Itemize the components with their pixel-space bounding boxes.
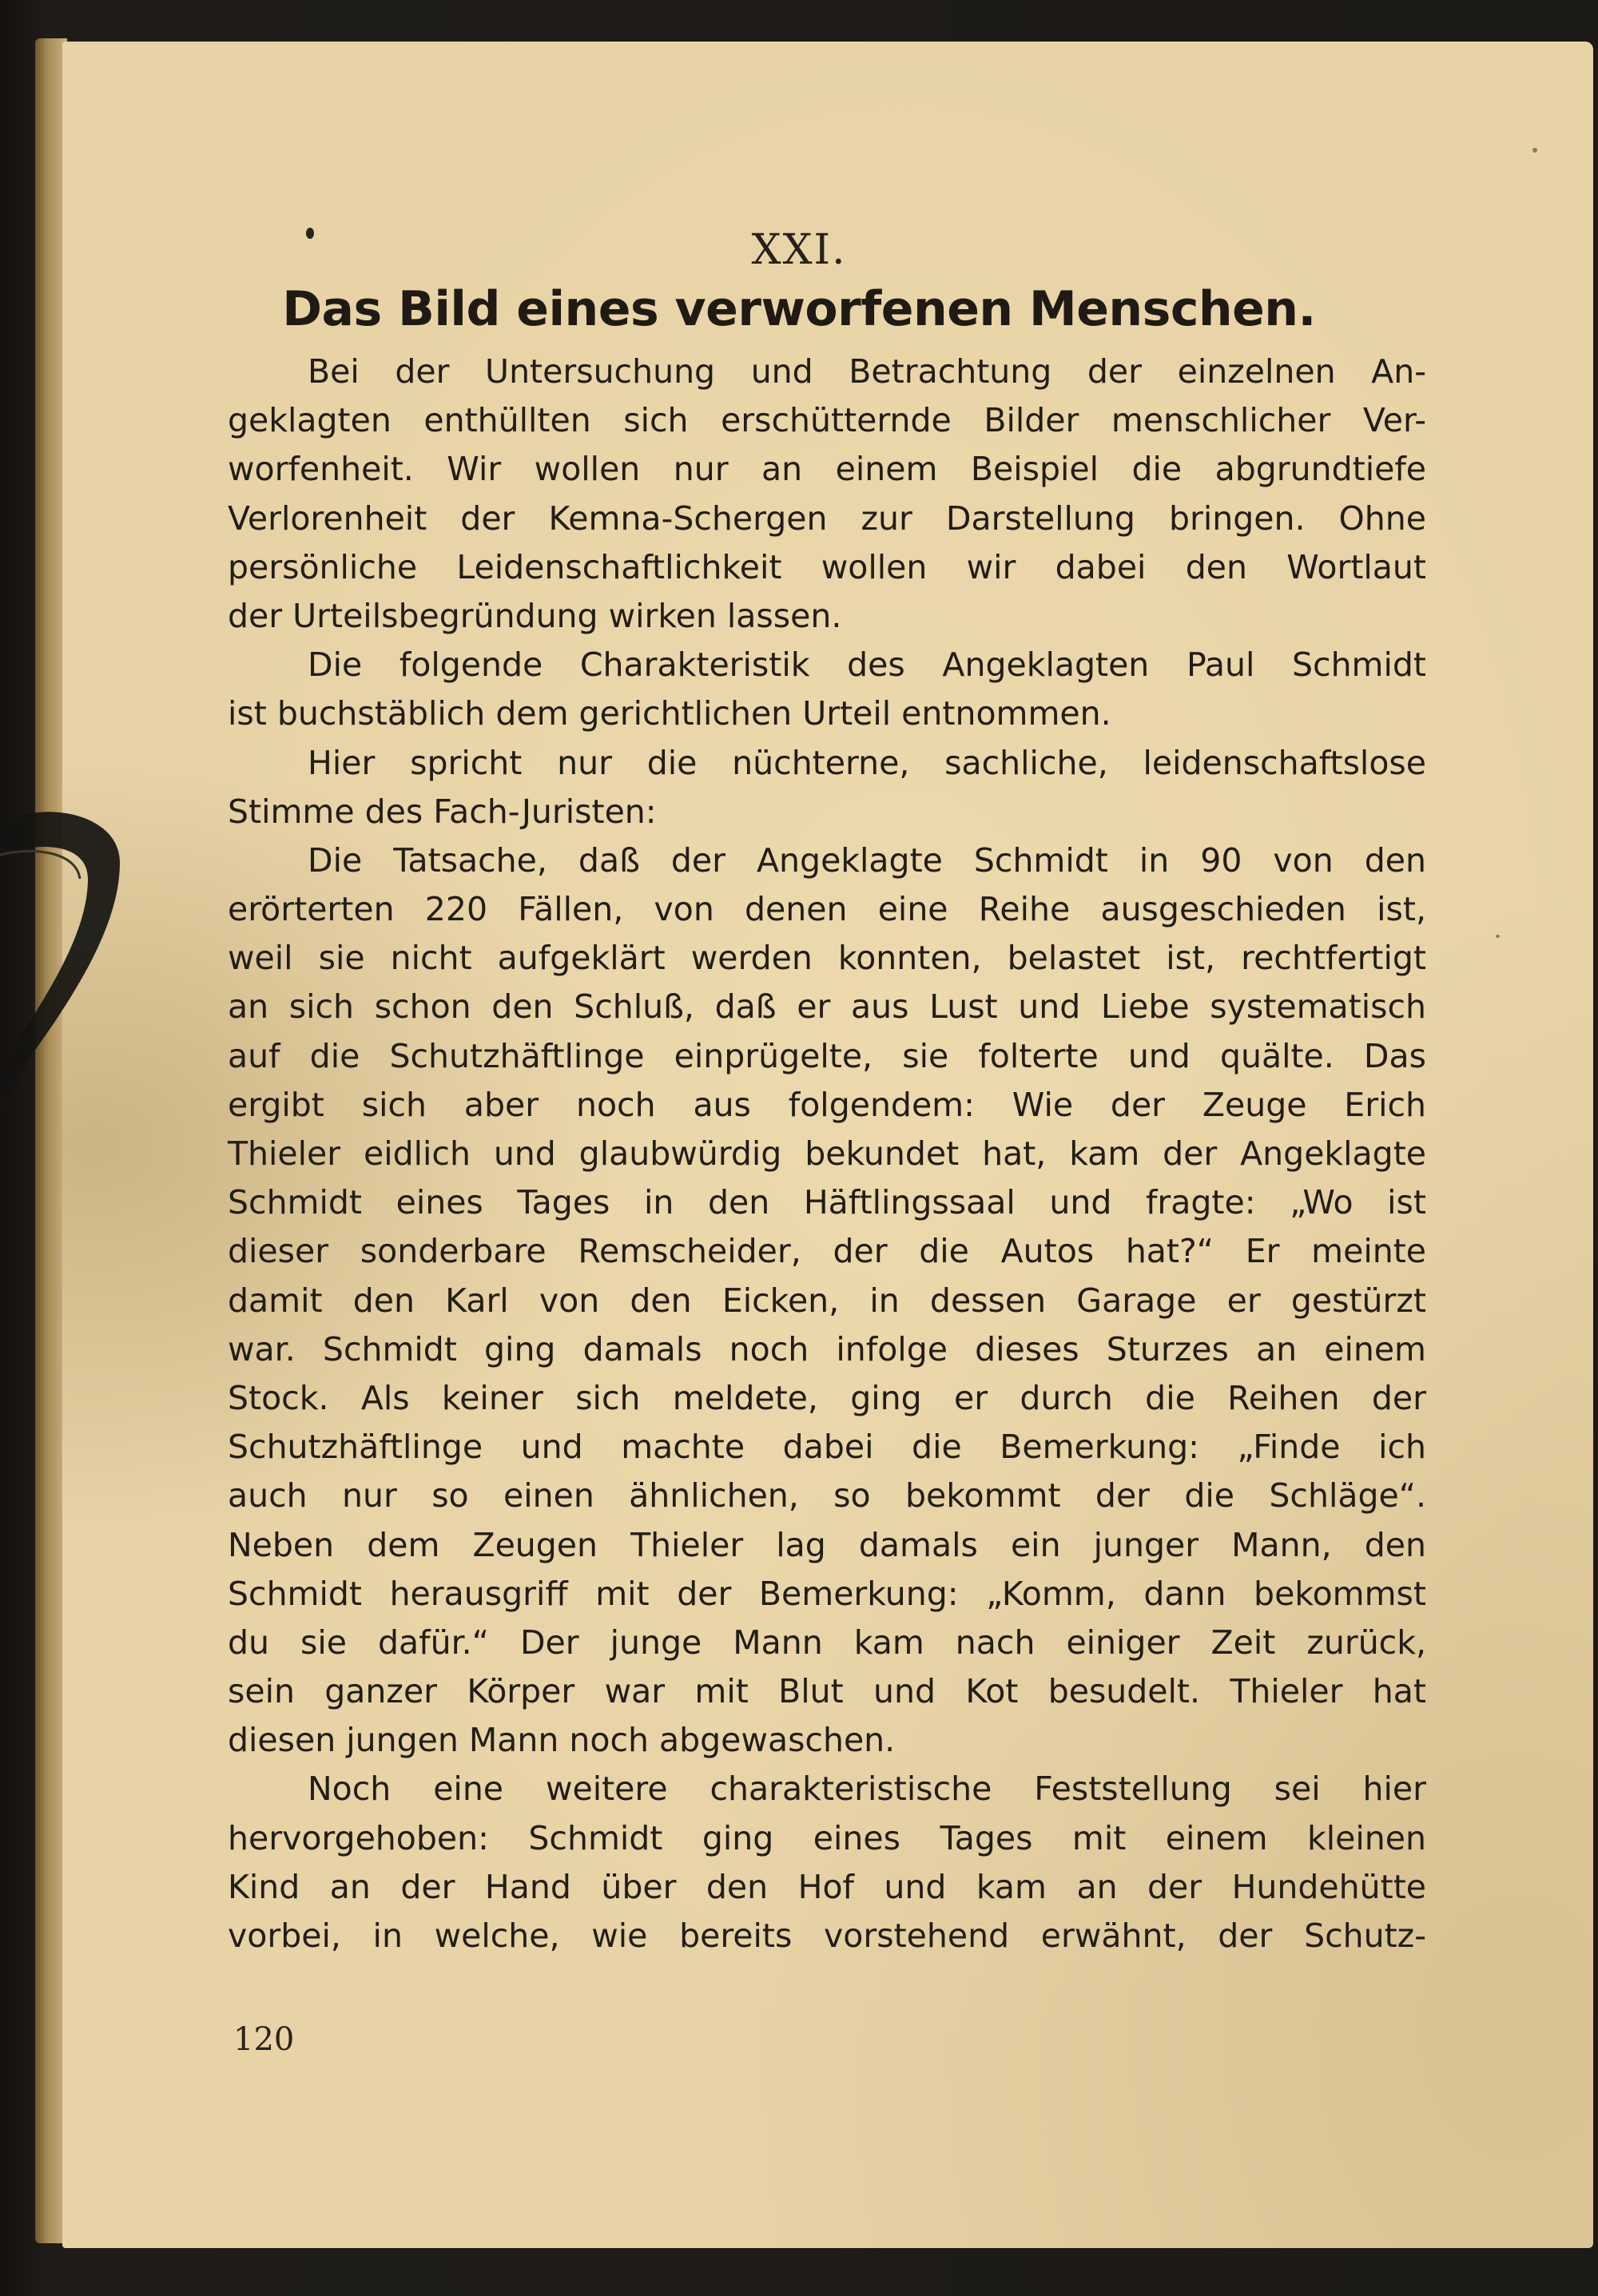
ink-speck	[1532, 148, 1537, 153]
text-line: sein ganzer Körper war mit Blut und Kot besudelt. Thieler hat	[228, 1672, 1426, 1711]
ink-speck	[1496, 935, 1500, 938]
text-line: Kind an der Hand über den Hof und kam an der Hundehütte	[228, 1867, 1426, 1906]
paragraph	[228, 1765, 1426, 1960]
chapter-title: Das Bild eines verworfenen Menschen.	[282, 281, 1316, 337]
text-line: auf die Schutzhäftlinge einprügelte, sie folterte und quälte. Das	[228, 1036, 1426, 1075]
text-line: Schmidt eines Tages in den Häftlingssaal und fragte: „Wo ist	[228, 1183, 1426, 1222]
text-line: vorbei, in welche, wie bereits vorstehend erwähnt, der Schutz-	[228, 1917, 1426, 1955]
chapter-number: XXI.	[751, 226, 847, 274]
page-number: 120	[233, 2021, 295, 2058]
text-line: auch nur so einen ähnlichen, so bekommt der die Schläge“.	[228, 1476, 1426, 1515]
text-line: du sie dafür.“ Der junge Mann kam nach einiger Zeit zurück,	[228, 1623, 1426, 1662]
text-line: ergibt sich aber noch aus folgendem: Wie der Zeuge Erich	[228, 1085, 1426, 1124]
text-line: Stimme des Fach-Juristen:	[228, 792, 657, 831]
text-line: geklagten enthüllten sich erschütternde Bilder menschlicher Ver-	[228, 401, 1426, 440]
text-line: an sich schon den Schluß, daß er aus Lust und Liebe systematisch	[228, 987, 1426, 1027]
text-line: Noch eine weitere charakteristische Feststellung sei hier	[308, 1770, 1426, 1809]
text-line: Bei der Untersuchung und Betrachtung der einzelnen An-	[308, 352, 1426, 391]
bookmark-ribbon-icon	[0, 791, 120, 1126]
paragraph	[228, 641, 1426, 738]
text-line: Schmidt herausgriff mit der Bemerkung: „Komm, dann bekommst	[228, 1574, 1426, 1613]
text-line: Neben dem Zeugen Thieler lag damals ein junger Mann, den	[228, 1525, 1426, 1564]
text-line: war. Schmidt ging damals noch infolge dieses Sturzes an einem	[228, 1329, 1426, 1368]
text-line: Stock. Als keiner sich meldete, ging er durch die Reihen der	[228, 1378, 1426, 1417]
text-line: der Urteilsbegründung wirken lassen.	[228, 596, 842, 635]
text-line: Verlorenheit der Kemna-Schergen zur Darstellung bringen. Ohne	[228, 499, 1426, 538]
text-line: diesen jungen Mann noch abgewaschen.	[228, 1721, 896, 1760]
body-text	[228, 348, 1426, 1960]
text-line: worfenheit. Wir wollen nur an einem Beispiel die abgrundtiefe	[228, 450, 1426, 489]
text-line: Die Tatsache, daß der Angeklagte Schmidt in 90 von den	[308, 840, 1426, 880]
text-line: dieser sonderbare Remscheider, der die Autos hat?“ Er meinte	[228, 1232, 1426, 1271]
text-line: weil sie nicht aufgeklärt werden konnten, belastet ist, rechtfertigt	[228, 939, 1426, 978]
paragraph	[228, 348, 1426, 641]
paragraph	[228, 739, 1426, 836]
text-line: Hier spricht nur die nüchterne, sachliche, leidenschaftslose	[308, 743, 1426, 782]
text-line: erörterten 220 Fällen, von denen eine Reihe ausgeschieden ist,	[228, 890, 1426, 929]
text-line: Die folgende Charakteristik des Angeklagten Paul Schmidt	[308, 646, 1426, 685]
text-line: persönliche Leidenschaftlichkeit wollen wir dabei den Wortlaut	[228, 547, 1426, 586]
text-line: Thieler eidlich und glaubwürdig bekundet hat, kam der Angeklagte	[228, 1134, 1426, 1173]
text-line: damit den Karl von den Eicken, in dessen Garage er gestürzt	[228, 1281, 1426, 1320]
text-line: Schutzhäftlinge und machte dabei die Bemerkung: „Finde ich	[228, 1428, 1426, 1467]
text-line: hervorgehoben: Schmidt ging eines Tages mit einem kleinen	[228, 1818, 1426, 1857]
paragraph	[228, 836, 1426, 1766]
text-line: ist buchstäblich dem gerichtlichen Urteil entnommen.	[228, 694, 1111, 733]
